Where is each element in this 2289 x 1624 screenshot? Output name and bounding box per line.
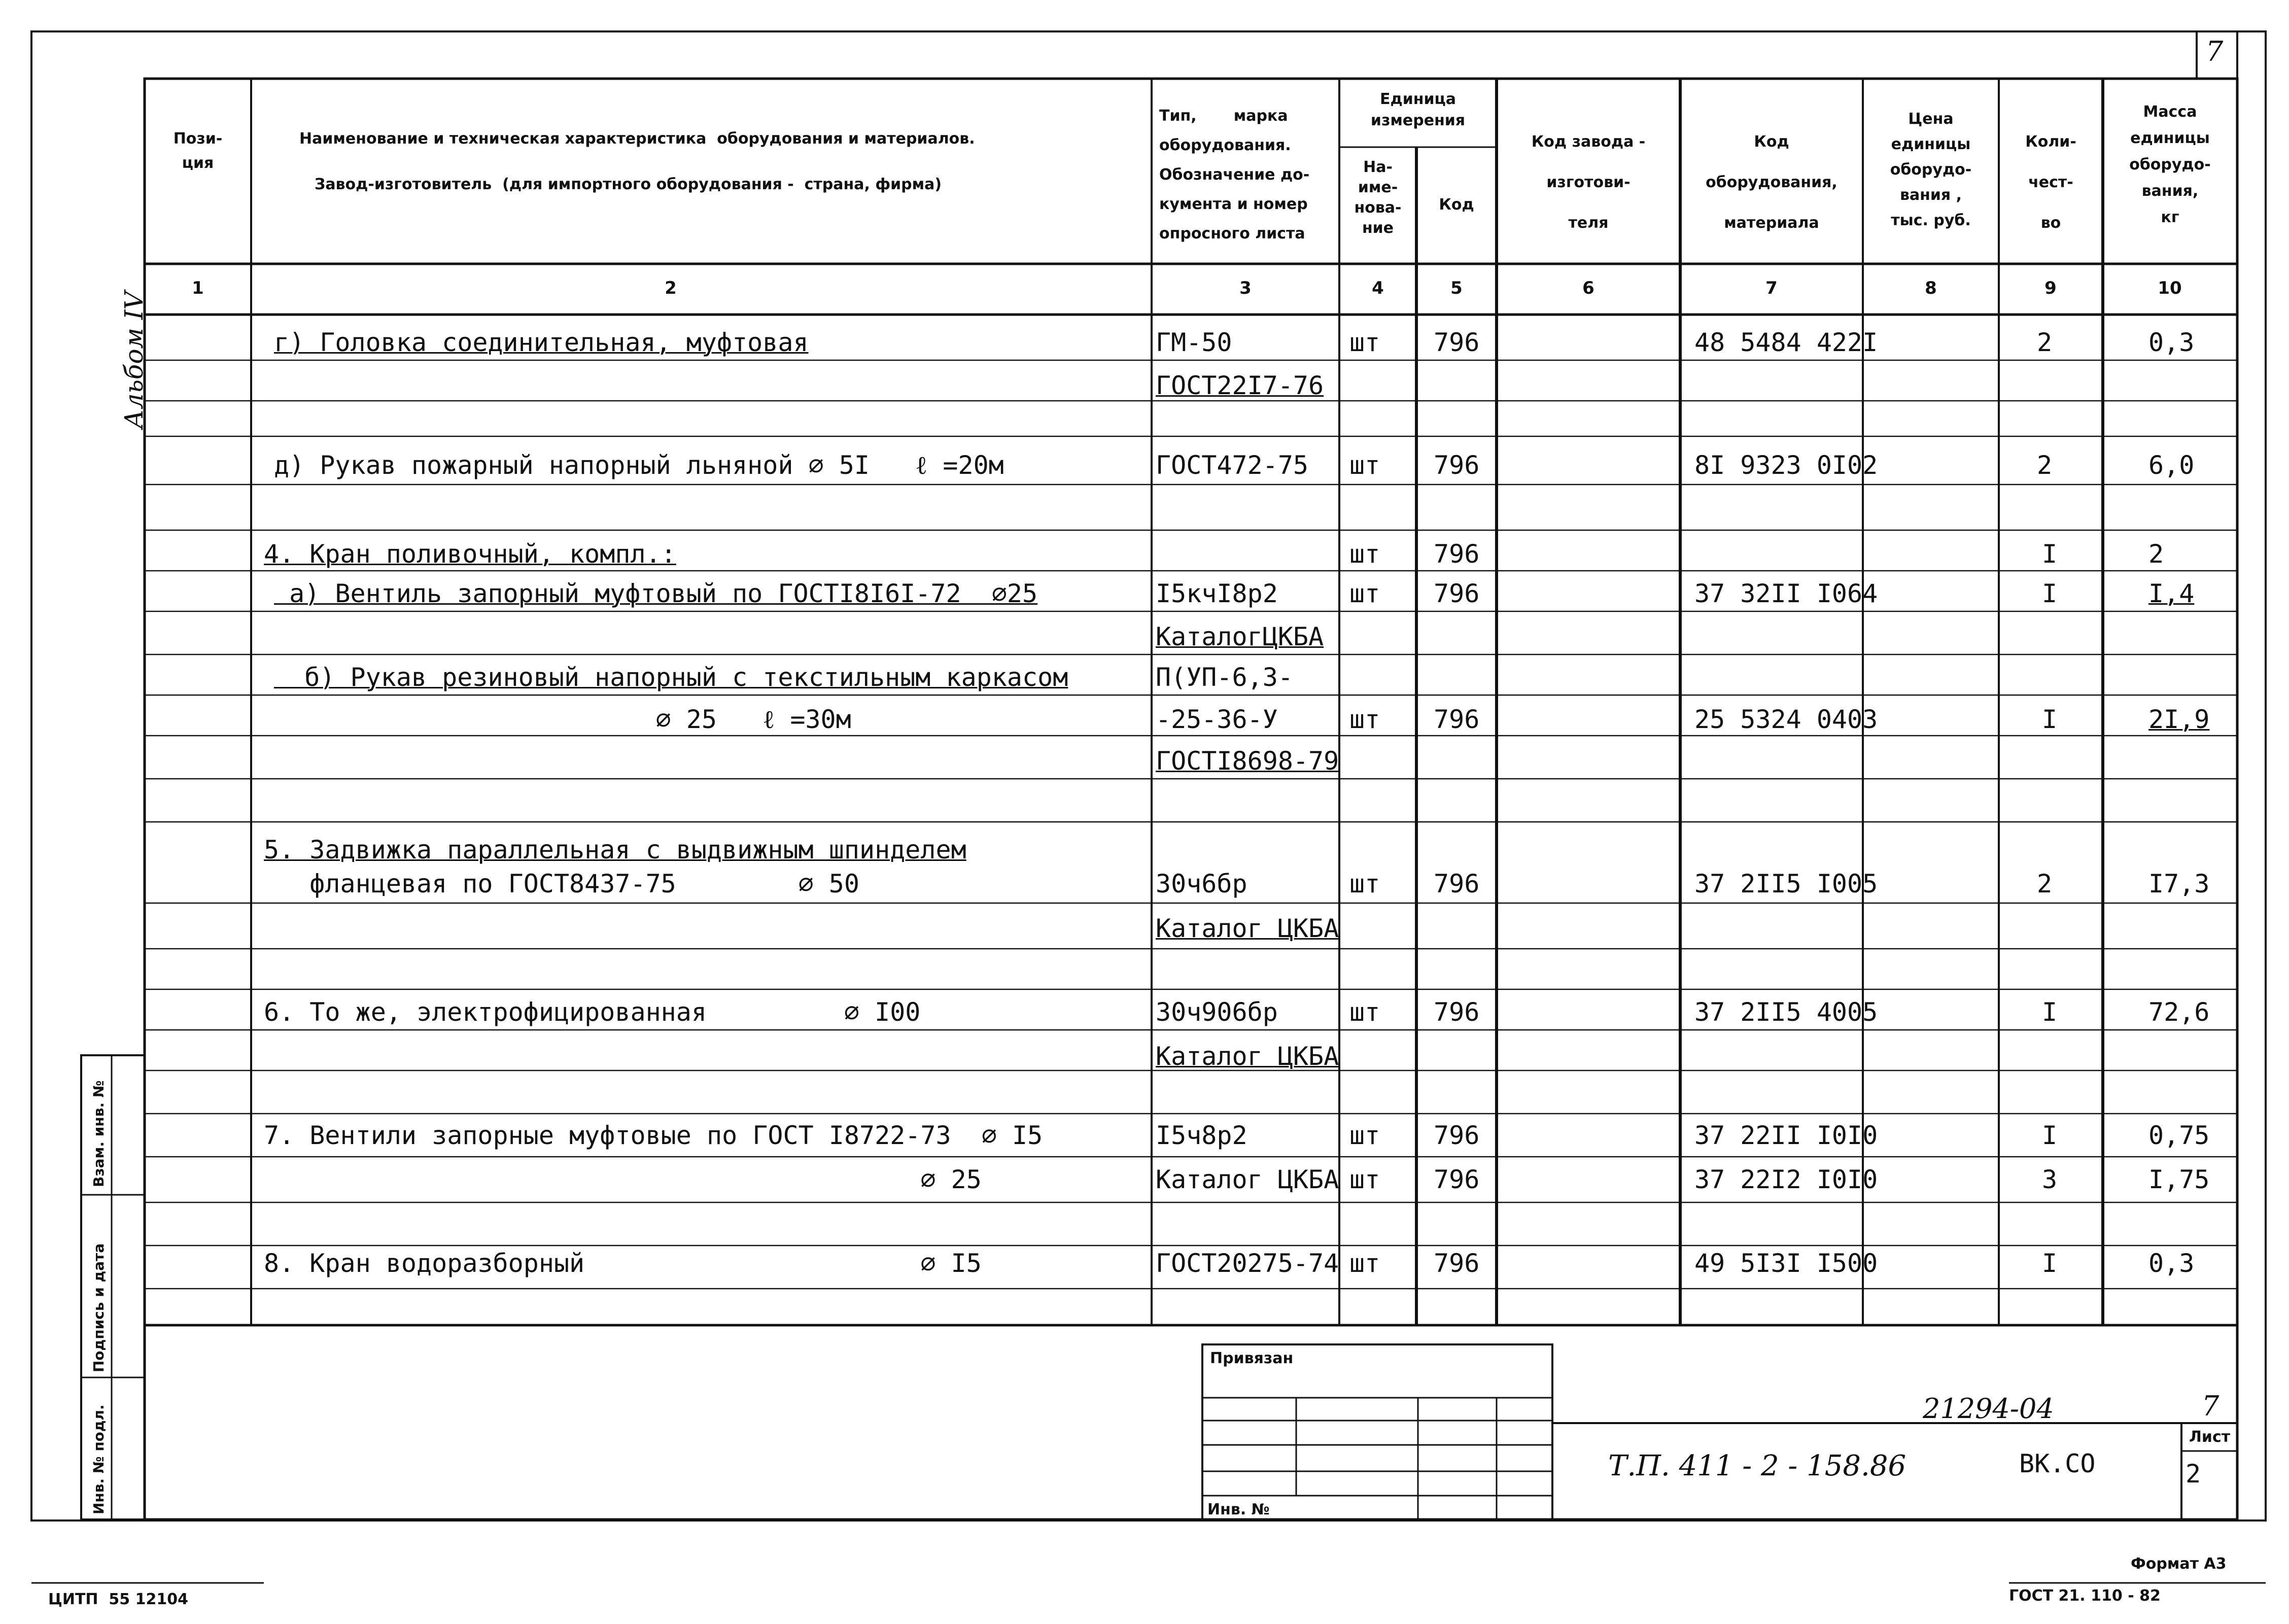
stamp-project-code: Т.П. 411 - 2 - 158.86 bbox=[1608, 1449, 1906, 1482]
item-unit: шт bbox=[1349, 1121, 1380, 1150]
item-unit-code: 796 bbox=[1434, 328, 1480, 357]
footer-format: Формат А3 bbox=[2131, 1555, 2227, 1573]
item-mass: 0,3 bbox=[2148, 1249, 2195, 1278]
stamp-sheet-mark: 7 bbox=[2202, 1390, 2219, 1422]
item-equipment-code: 37 2II5 I005 bbox=[1694, 869, 1878, 899]
item-unit: шт bbox=[1349, 1165, 1380, 1194]
item-type: ГМ-50 bbox=[1156, 328, 1232, 357]
item-mass: I,4 bbox=[2148, 579, 2195, 608]
side-vzam-inv: Взам. инв. № bbox=[90, 1080, 107, 1187]
column-number: 2 bbox=[665, 278, 677, 298]
item-unit-code: 796 bbox=[1434, 1165, 1480, 1194]
item-mass: I7,3 bbox=[2148, 869, 2210, 899]
item-unit-code: 796 bbox=[1434, 1249, 1480, 1278]
item-equipment-code: 25 5324 0403 bbox=[1694, 705, 1878, 734]
item-unit: шт bbox=[1349, 1249, 1380, 1278]
item-type: I5кчI8р2 bbox=[1156, 579, 1278, 608]
item-mass: I,75 bbox=[2148, 1165, 2210, 1194]
header-name-line2: Завод-изготовитель (для импортного оборудования - страна, фирма) bbox=[315, 176, 942, 193]
item-equipment-code: 37 2II5 4005 bbox=[1694, 997, 1878, 1027]
item-unit: шт bbox=[1349, 328, 1380, 357]
item-name: д) Рукав пожарный напорный льняной ∅ 5I ℓ =20м bbox=[274, 451, 1004, 480]
item-name: 5. Задвижка параллельная с выдвижным шпинделем bbox=[264, 835, 966, 865]
side-inv-podl: Инв. № подл. bbox=[90, 1404, 107, 1514]
header-position: Пози- ция bbox=[173, 130, 223, 172]
item-quantity: I bbox=[2042, 579, 2058, 608]
item-unit: шт bbox=[1349, 539, 1380, 569]
item-name: ∅ 25 ℓ =30м bbox=[274, 705, 851, 734]
item-mass: 2 bbox=[2148, 539, 2164, 569]
item-quantity: 2 bbox=[2037, 328, 2053, 357]
item-name: 4. Кран поливочный, компл.: bbox=[264, 539, 676, 569]
item-name: а) Вентиль запорный муфтовый по ГОСТI8I6I-72 ∅25 bbox=[274, 579, 1038, 608]
item-type: КаталогЦКБА bbox=[1156, 622, 1324, 651]
item-quantity: 3 bbox=[2042, 1165, 2058, 1194]
item-equipment-code: 49 5I3I I500 bbox=[1694, 1249, 1878, 1278]
item-unit-code: 796 bbox=[1434, 451, 1480, 480]
header-equipment-code: Код оборудования, материала bbox=[1706, 133, 1837, 232]
column-number: 6 bbox=[1582, 278, 1594, 298]
item-type: ГОСТI8698-79 bbox=[1156, 746, 1339, 776]
footer-gost: ГОСТ 21. 110 - 82 bbox=[2009, 1587, 2161, 1605]
item-mass: 2I,9 bbox=[2148, 705, 2210, 734]
item-quantity: 2 bbox=[2037, 451, 2053, 480]
item-mass: 6,0 bbox=[2148, 451, 2195, 480]
item-type: -25-36-У bbox=[1156, 705, 1278, 734]
header-quantity: Коли- чест- во bbox=[2025, 133, 2076, 232]
column-number: 10 bbox=[2158, 278, 2182, 298]
item-unit: шт bbox=[1349, 579, 1380, 608]
item-quantity: I bbox=[2042, 1121, 2058, 1150]
item-type: ГОСТ22I7-76 bbox=[1156, 371, 1324, 400]
item-type: I5ч8р2 bbox=[1156, 1121, 1247, 1150]
column-number: 1 bbox=[192, 278, 204, 298]
item-quantity: I bbox=[2042, 997, 2058, 1027]
item-name: 8. Кран водоразборный ∅ I5 bbox=[264, 1249, 982, 1278]
item-quantity: 2 bbox=[2037, 869, 2053, 899]
item-mass: 72,6 bbox=[2148, 997, 2210, 1027]
item-name: ∅ 25 bbox=[264, 1165, 982, 1194]
column-number: 7 bbox=[1765, 278, 1778, 298]
item-type: П(УП-6,3- bbox=[1156, 663, 1293, 692]
item-unit-code: 796 bbox=[1434, 579, 1480, 608]
header-unit-code: Код bbox=[1439, 196, 1474, 214]
item-unit: шт bbox=[1349, 705, 1380, 734]
column-number: 8 bbox=[1925, 278, 1937, 298]
item-mass: 0,75 bbox=[2148, 1121, 2210, 1150]
item-unit-code: 796 bbox=[1434, 997, 1480, 1027]
album-label: Альбом IV bbox=[119, 291, 149, 429]
item-name: г) Головка соединительная, муфтовая bbox=[274, 328, 809, 357]
column-number: 9 bbox=[2044, 278, 2057, 298]
item-unit-code: 796 bbox=[1434, 539, 1480, 569]
item-equipment-code: 37 32II I064 bbox=[1694, 579, 1878, 608]
item-unit: шт bbox=[1349, 451, 1380, 480]
header-price: Цена единицы оборудо- вания , тыс. руб. bbox=[1890, 110, 1972, 229]
item-quantity: I bbox=[2042, 705, 2058, 734]
item-name: фланцевая по ГОСТ8437-75 ∅ 50 bbox=[264, 869, 859, 899]
header-name-line1: Наименование и техническая характеристика оборудования и материалов. bbox=[299, 130, 975, 148]
item-equipment-code: 37 22I2 I0I0 bbox=[1694, 1165, 1878, 1194]
item-equipment-code: 48 5484 422I bbox=[1694, 328, 1878, 357]
stamp-doc-number: 21294-04 bbox=[1923, 1393, 2054, 1425]
footer-left: ЦИТП 55 12104 bbox=[48, 1591, 188, 1608]
item-quantity: I bbox=[2042, 539, 2058, 569]
stamp-inv-no: Инв. № bbox=[1207, 1501, 1270, 1518]
column-number: 3 bbox=[1239, 278, 1252, 298]
item-unit-code: 796 bbox=[1434, 1121, 1480, 1150]
item-type: ГОСТ20275-74 bbox=[1156, 1249, 1339, 1278]
header-unit-name: На- име- нова- ние bbox=[1354, 158, 1402, 237]
item-name: 6. То же, электрофицированная ∅ I00 bbox=[264, 997, 921, 1027]
item-unit-code: 796 bbox=[1434, 869, 1480, 899]
item-type: Каталог ЦКБА bbox=[1156, 1165, 1339, 1194]
sheet-corner-number: 7 bbox=[2206, 36, 2224, 67]
stamp-list-number: 2 bbox=[2186, 1459, 2201, 1489]
header-factory-code: Код завода - изготови- теля bbox=[1531, 133, 1646, 232]
header-unit-group: Единица измерения bbox=[1370, 90, 1466, 129]
item-type: 30ч6бр bbox=[1156, 869, 1247, 899]
item-mass: 0,3 bbox=[2148, 328, 2195, 357]
column-number: 4 bbox=[1372, 278, 1384, 298]
item-name: б) Рукав резиновый напорный с текстильным каркасом bbox=[274, 663, 1068, 692]
item-unit: шт bbox=[1349, 869, 1380, 899]
header-mass: Масса единицы оборудо- вания, кг bbox=[2129, 103, 2211, 226]
item-equipment-code: 37 22II I0I0 bbox=[1694, 1121, 1878, 1150]
item-name: 7. Вентили запорные муфтовые по ГОСТ I8722-73 ∅ I5 bbox=[264, 1121, 1043, 1150]
item-equipment-code: 8I 9323 0I02 bbox=[1694, 451, 1878, 480]
item-unit-code: 796 bbox=[1434, 705, 1480, 734]
column-number: 5 bbox=[1450, 278, 1463, 298]
stamp-list-label: Лист bbox=[2189, 1428, 2231, 1446]
header-type: Тип, марка оборудования. Обозначение до- кумента и номер опросного листа bbox=[1159, 107, 1310, 243]
stamp-section: ВК.СО bbox=[2019, 1449, 2096, 1478]
stamp-privyazan: Привязан bbox=[1210, 1350, 1294, 1367]
item-type: Каталог ЦКБА bbox=[1156, 914, 1339, 943]
item-quantity: I bbox=[2042, 1249, 2058, 1278]
item-unit: шт bbox=[1349, 997, 1380, 1027]
item-type: 30ч906бр bbox=[1156, 997, 1278, 1027]
item-type: Каталог ЦКБА bbox=[1156, 1042, 1339, 1071]
side-podpis-data: Подпись и дата bbox=[90, 1243, 107, 1372]
item-type: ГОСТ472-75 bbox=[1156, 451, 1309, 480]
